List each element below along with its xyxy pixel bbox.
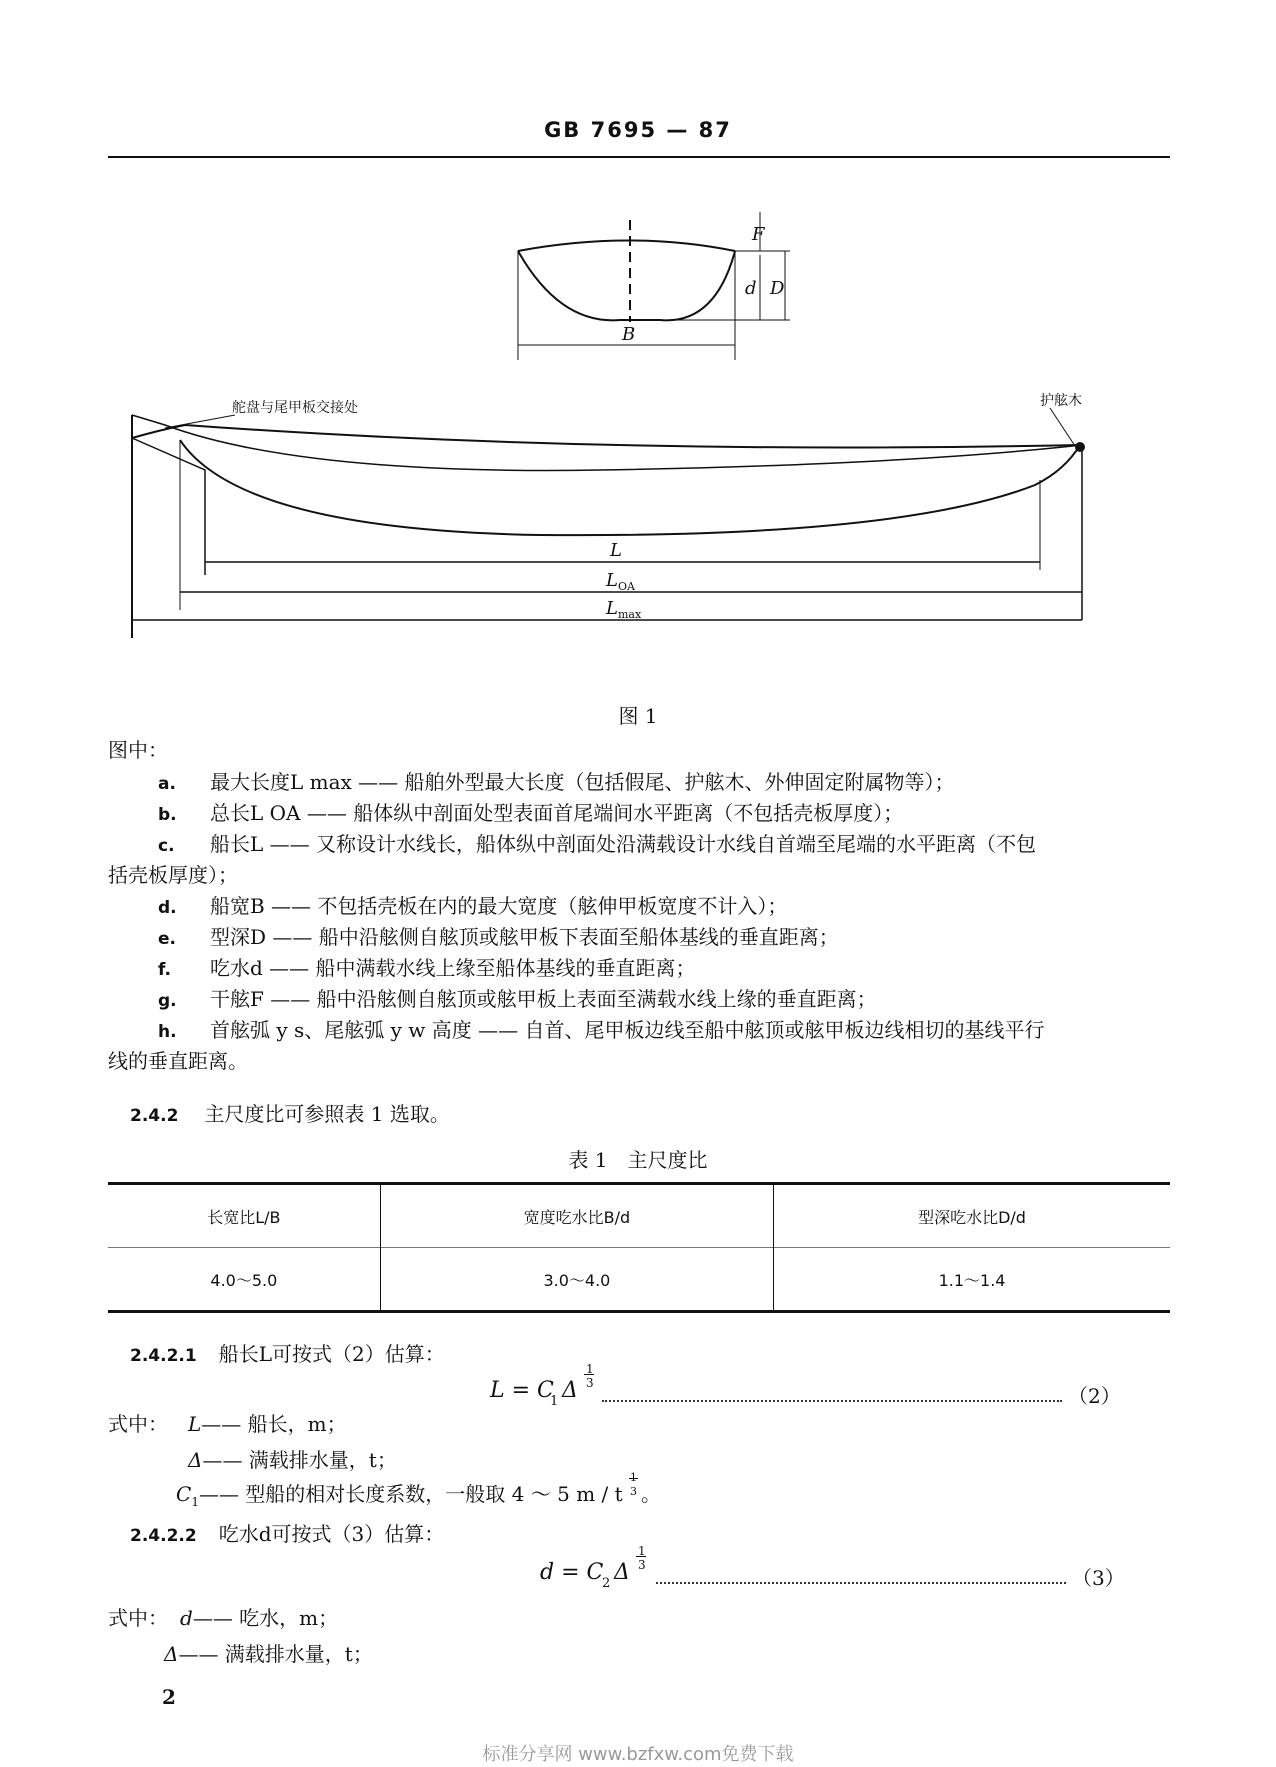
table-header-cell: 宽度吃水比B/d bbox=[380, 1184, 773, 1248]
figure-caption: 图 1 bbox=[618, 704, 658, 728]
definition-item: d. 船宽B —— 不包括壳板在内的最大宽度（舷伸甲板宽度不计入）； bbox=[158, 894, 788, 918]
label-Lmax-sub: max bbox=[618, 608, 642, 621]
table-cell: 4.0～5.0 bbox=[210, 1270, 278, 1290]
where-label: 式中： bbox=[108, 1606, 168, 1630]
formula-3: d = C 2 Δ 1 3 （3） bbox=[540, 1544, 1125, 1591]
label-D: D bbox=[770, 278, 785, 299]
table-cell: 1.1～1.4 bbox=[774, 1248, 1170, 1312]
definition-item: c. 船长L —— 又称设计水线长，船体纵中剖面处沿满载设计水线自首端至尾端的水平距离（不包 bbox=[158, 832, 1036, 856]
profile-hull-line bbox=[180, 440, 1080, 535]
where-item: L—— 船长，m； bbox=[188, 1412, 347, 1436]
watermark-footer: 标准分享网 www.bzfxw.com免费下载 bbox=[482, 1744, 794, 1765]
label-d: d bbox=[745, 278, 757, 299]
label-LOA: L bbox=[606, 570, 618, 591]
definition-item: 线的垂直距离。 bbox=[108, 1049, 248, 1073]
legend-title: 图中： bbox=[108, 738, 168, 762]
formula-2: L = C 1 Δ 1 3 （2） bbox=[490, 1362, 1121, 1409]
definition-item: b. 总长L OA —— 船体纵中剖面处型表面首尾端间水平距离（不包括壳板厚度）； bbox=[158, 801, 904, 825]
label-Lmax: L bbox=[606, 598, 618, 619]
table-row bbox=[108, 1248, 1170, 1312]
where-item: d—— 吃水，m； bbox=[180, 1606, 339, 1630]
label-B: B bbox=[622, 324, 636, 345]
definition-list bbox=[108, 768, 1178, 1078]
label-junction: 舵盘与尾甲板交接处 bbox=[232, 400, 358, 416]
label-LOA-sub: OA bbox=[618, 580, 635, 593]
definition-item: e. 型深D —— 船中沿舷侧自舷顶或舷甲板下表面至船体基线的垂直距离； bbox=[158, 925, 839, 949]
fender-mark bbox=[1075, 442, 1085, 452]
label-L: L bbox=[610, 540, 622, 561]
definition-item: h. 首舷弧 y s、尾舷弧 y w 高度 —— 自首、尾甲板边线至船中舷顶或舷甲板边线相切的基线平行 bbox=[158, 1018, 1045, 1042]
definition-item: 括壳板厚度）； bbox=[108, 863, 238, 887]
table-1 bbox=[108, 1182, 1170, 1313]
where-label: 式中： bbox=[108, 1412, 168, 1436]
document-header: GB 7695 — 87 bbox=[544, 118, 732, 142]
section-2-4-2-1: 2.4.2.1 船长L可按式（2）估算： bbox=[130, 1342, 445, 1366]
table-1-title: 表 1 主尺度比 bbox=[568, 1148, 708, 1172]
definition-item: g. 干舷F —— 船中沿舷侧自舷顶或舷甲板上表面至满载水线上缘的垂直距离； bbox=[158, 987, 877, 1011]
section-2-4-2: 2.4.2 主尺度比可参照表 1 选取。 bbox=[130, 1102, 450, 1126]
deck-sheer-line bbox=[132, 425, 1080, 448]
table-header-cell: 型深吃水比D/d bbox=[774, 1184, 1170, 1248]
table-header-cell: 长宽比L/B bbox=[207, 1207, 281, 1227]
where-item: $C_1——$ 型船的相对长度系数，一般取 4 ～ 5 m / t 1 3 。 bbox=[176, 1471, 662, 1509]
figure-1 bbox=[0, 0, 1276, 680]
definition-item: f. 吃水d —— 船中满载水线上缘至船体基线的垂直距离； bbox=[158, 956, 696, 980]
deck-camber-line bbox=[518, 241, 735, 252]
where-item: Δ—— 满载排水量，t； bbox=[188, 1448, 397, 1472]
table-cell: 3.0～4.0 bbox=[380, 1248, 773, 1312]
definition-item: a. 最大长度L max —— 船舶外型最大长度（包括假尾、护舷木、外伸固定附属物等）； bbox=[158, 770, 955, 794]
page-number: 2 bbox=[162, 1685, 176, 1709]
label-fender: 护舷木 bbox=[1040, 393, 1082, 409]
section-hull-line bbox=[518, 251, 735, 320]
section-2-4-2-2: 2.4.2.2 吃水d可按式（3）估算： bbox=[130, 1522, 445, 1546]
label-F: F bbox=[752, 224, 765, 245]
where-item: Δ—— 满载排水量，t； bbox=[164, 1642, 373, 1666]
